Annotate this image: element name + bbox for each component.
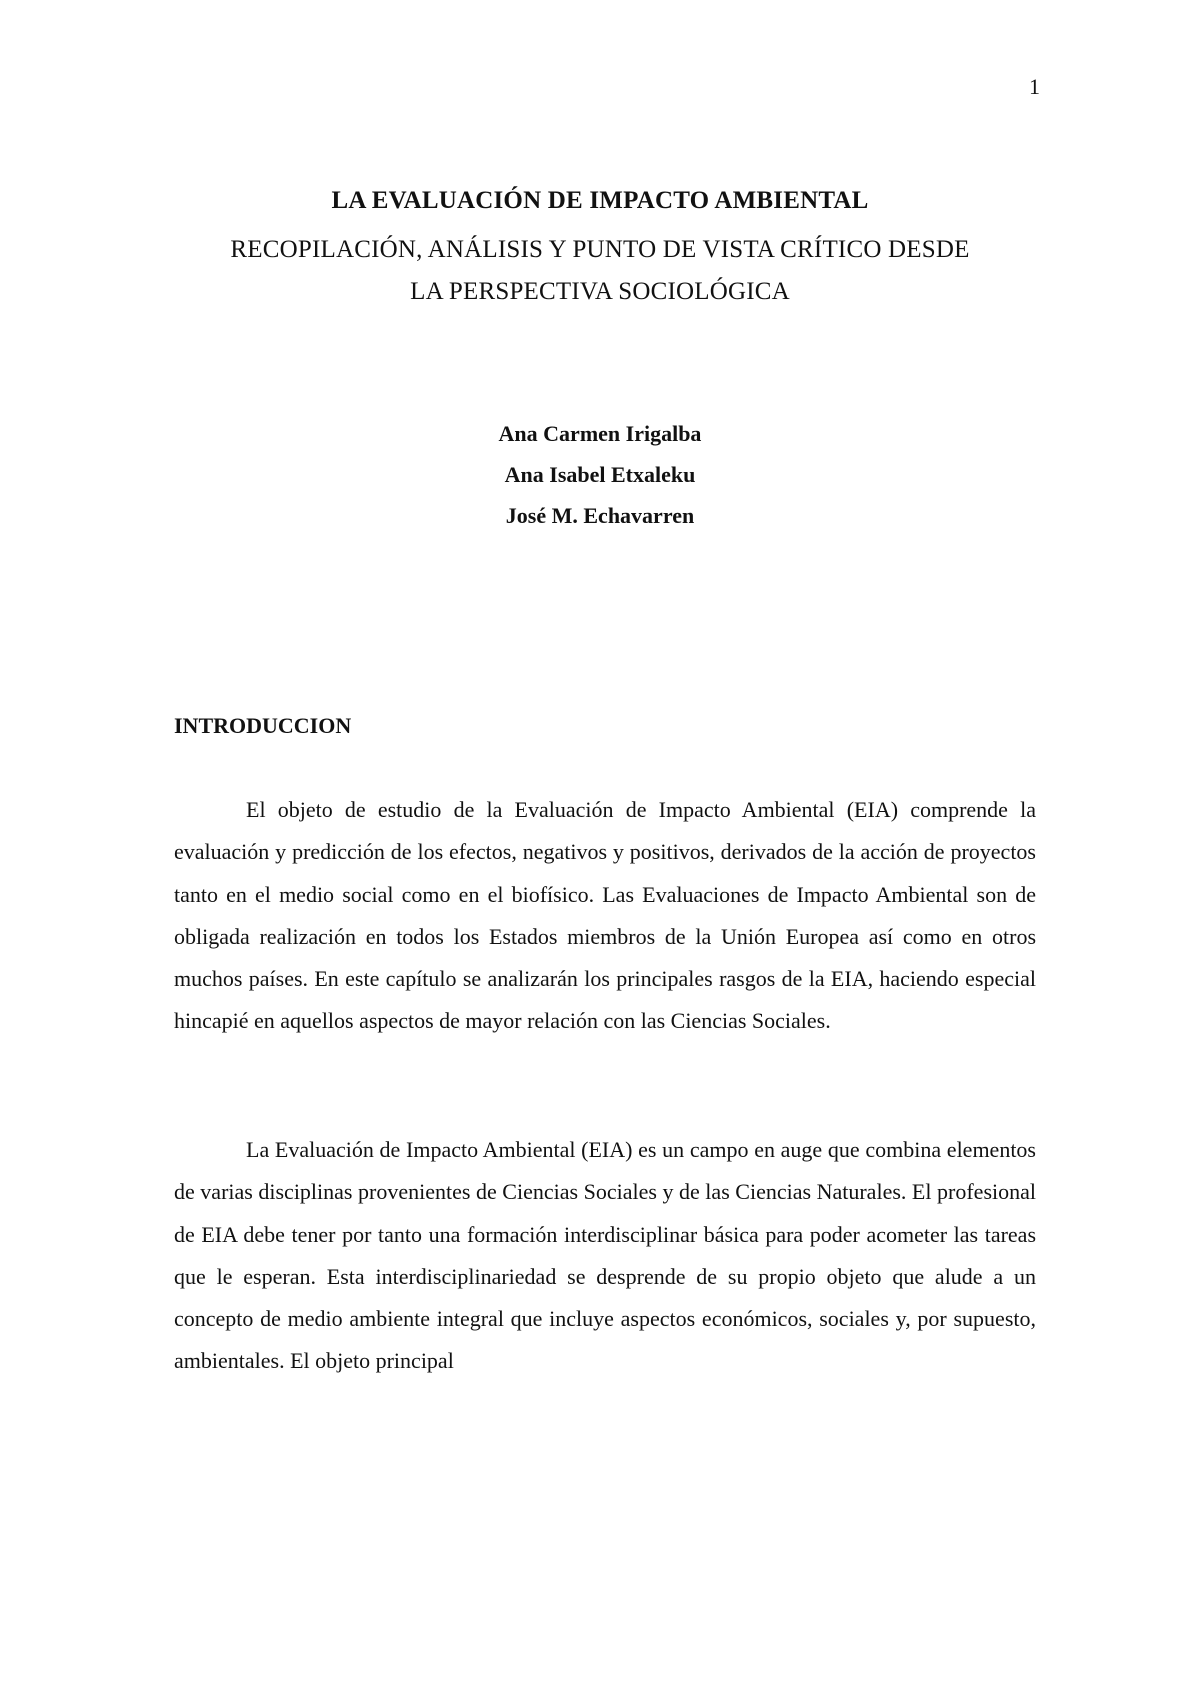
section-heading: INTRODUCCION [174, 713, 352, 738]
title-block [140, 186, 1060, 313]
document-title: LA EVALUACIÓN DE IMPACTO AMBIENTAL [331, 187, 869, 214]
author-name: Ana Carmen Irigalba [498, 421, 702, 446]
document-subtitle-line-1: RECOPILACIÓN, ANÁLISIS Y PUNTO DE VISTA CRÍTICO DESDE [230, 236, 970, 263]
document-subtitle-line-2: LA PERSPECTIVA SOCIOLÓGICA [410, 278, 790, 305]
page-number: 1 [1029, 74, 1040, 99]
body-paragraph: La Evaluación de Impacto Ambiental (EIA) es un campo en auge que combina elementos de varias disciplinas provenientes de Ciencias Sociales y de las Ciencias Naturales. El profesional de EIA debe tener por tanto una formación interdisciplinar básica para poder acometer las tareas que le esperan. Esta interdisciplinariedad se desprende de su propio objeto que alude a un concepto de medio ambiente integral que incluye aspectos económicos, sociales y, por supuesto, ambientales. El objeto principal [174, 1137, 1036, 1374]
author-name: José M. Echavarren [505, 503, 695, 528]
body-paragraph: El objeto de estudio de la Evaluación de Impacto Ambiental (EIA) comprende la evaluación y predicción de los efectos, negativos y positivos, derivados de la acción de proyectos tanto en el medio social como en el biofísico. Las Evaluaciones de Impacto Ambiental son de obligada realización en todos los Estados miembros de la Unión Europea así como en otros muchos países. En este capítulo se analizarán los principales rasgos de la EIA, haciendo especial hincapié en aquellos aspectos de mayor relación con las Ciencias Sociales. [174, 797, 1036, 1034]
author-list [200, 413, 1000, 536]
author-name: Ana Isabel Etxaleku [504, 462, 696, 487]
